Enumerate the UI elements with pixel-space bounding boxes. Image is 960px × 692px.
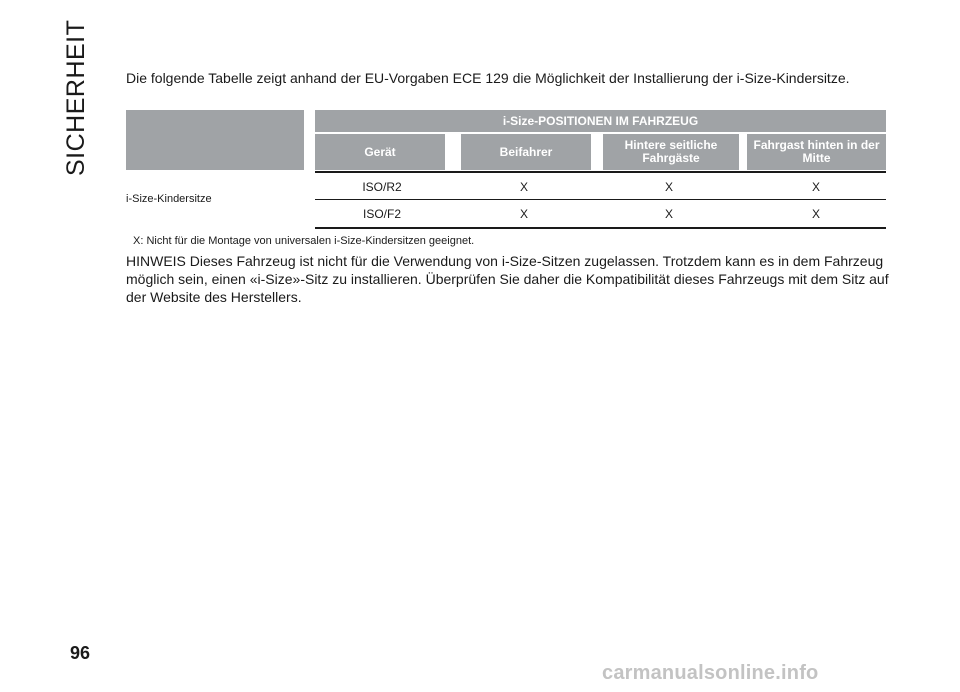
column-header-beifahrer: Beifahrer xyxy=(461,134,591,170)
page-number: 96 xyxy=(70,643,91,663)
seitlich-cell: X xyxy=(664,180,673,194)
intro-text: Die folgende Tabelle zeigt anhand der EU-Vorgaben ECE 129 die Möglichkeit der Installierung der i-Size-Kindersitze. xyxy=(126,70,850,86)
header-blank-cell xyxy=(126,110,304,170)
beifahrer-cell: X xyxy=(519,180,528,194)
table-footnote: X: Nicht für die Montage von universalen i-Size-Kindersitzen geeignet. xyxy=(133,235,475,247)
beifahrer-cell: X xyxy=(519,207,528,221)
seitlich-cell: X xyxy=(664,207,673,221)
watermark: carmanualsonline.info xyxy=(602,662,819,684)
table-top-rule xyxy=(315,171,886,173)
table-bottom-rule xyxy=(315,227,886,229)
device-cell: ISO/R2 xyxy=(362,180,402,194)
mitte-cell: X xyxy=(811,180,820,194)
device-cell: ISO/F2 xyxy=(362,207,401,221)
column-header-hinten-mitte: Fahrgast hinten in der Mitte xyxy=(747,134,886,170)
group-header: i-Size-POSITIONEN IM FAHRZEUG xyxy=(315,110,886,132)
row-divider xyxy=(315,199,886,200)
column-header-geraet: Gerät xyxy=(315,134,445,170)
table-header xyxy=(126,110,886,170)
section-title: SICHERHEIT xyxy=(62,19,90,176)
column-header-hintere-seitliche: Hintere seitliche Fahrgäste xyxy=(603,134,739,170)
hinweis-paragraph: HINWEIS Dieses Fahrzeug ist nicht für die Verwendung von i-Size-Sitzen zugelassen. Trotzdem kann es in dem Fahrzeug möglich sein, einen «i-Size»-Sitz zu installieren. Überprüfen Sie daher die Kompatibilität dieses Fahrzeugs mit dem Sitz auf der Website des Herstellers. xyxy=(126,253,889,305)
row-label: i-Size-Kindersitze xyxy=(126,193,212,205)
mitte-cell: X xyxy=(811,207,820,221)
